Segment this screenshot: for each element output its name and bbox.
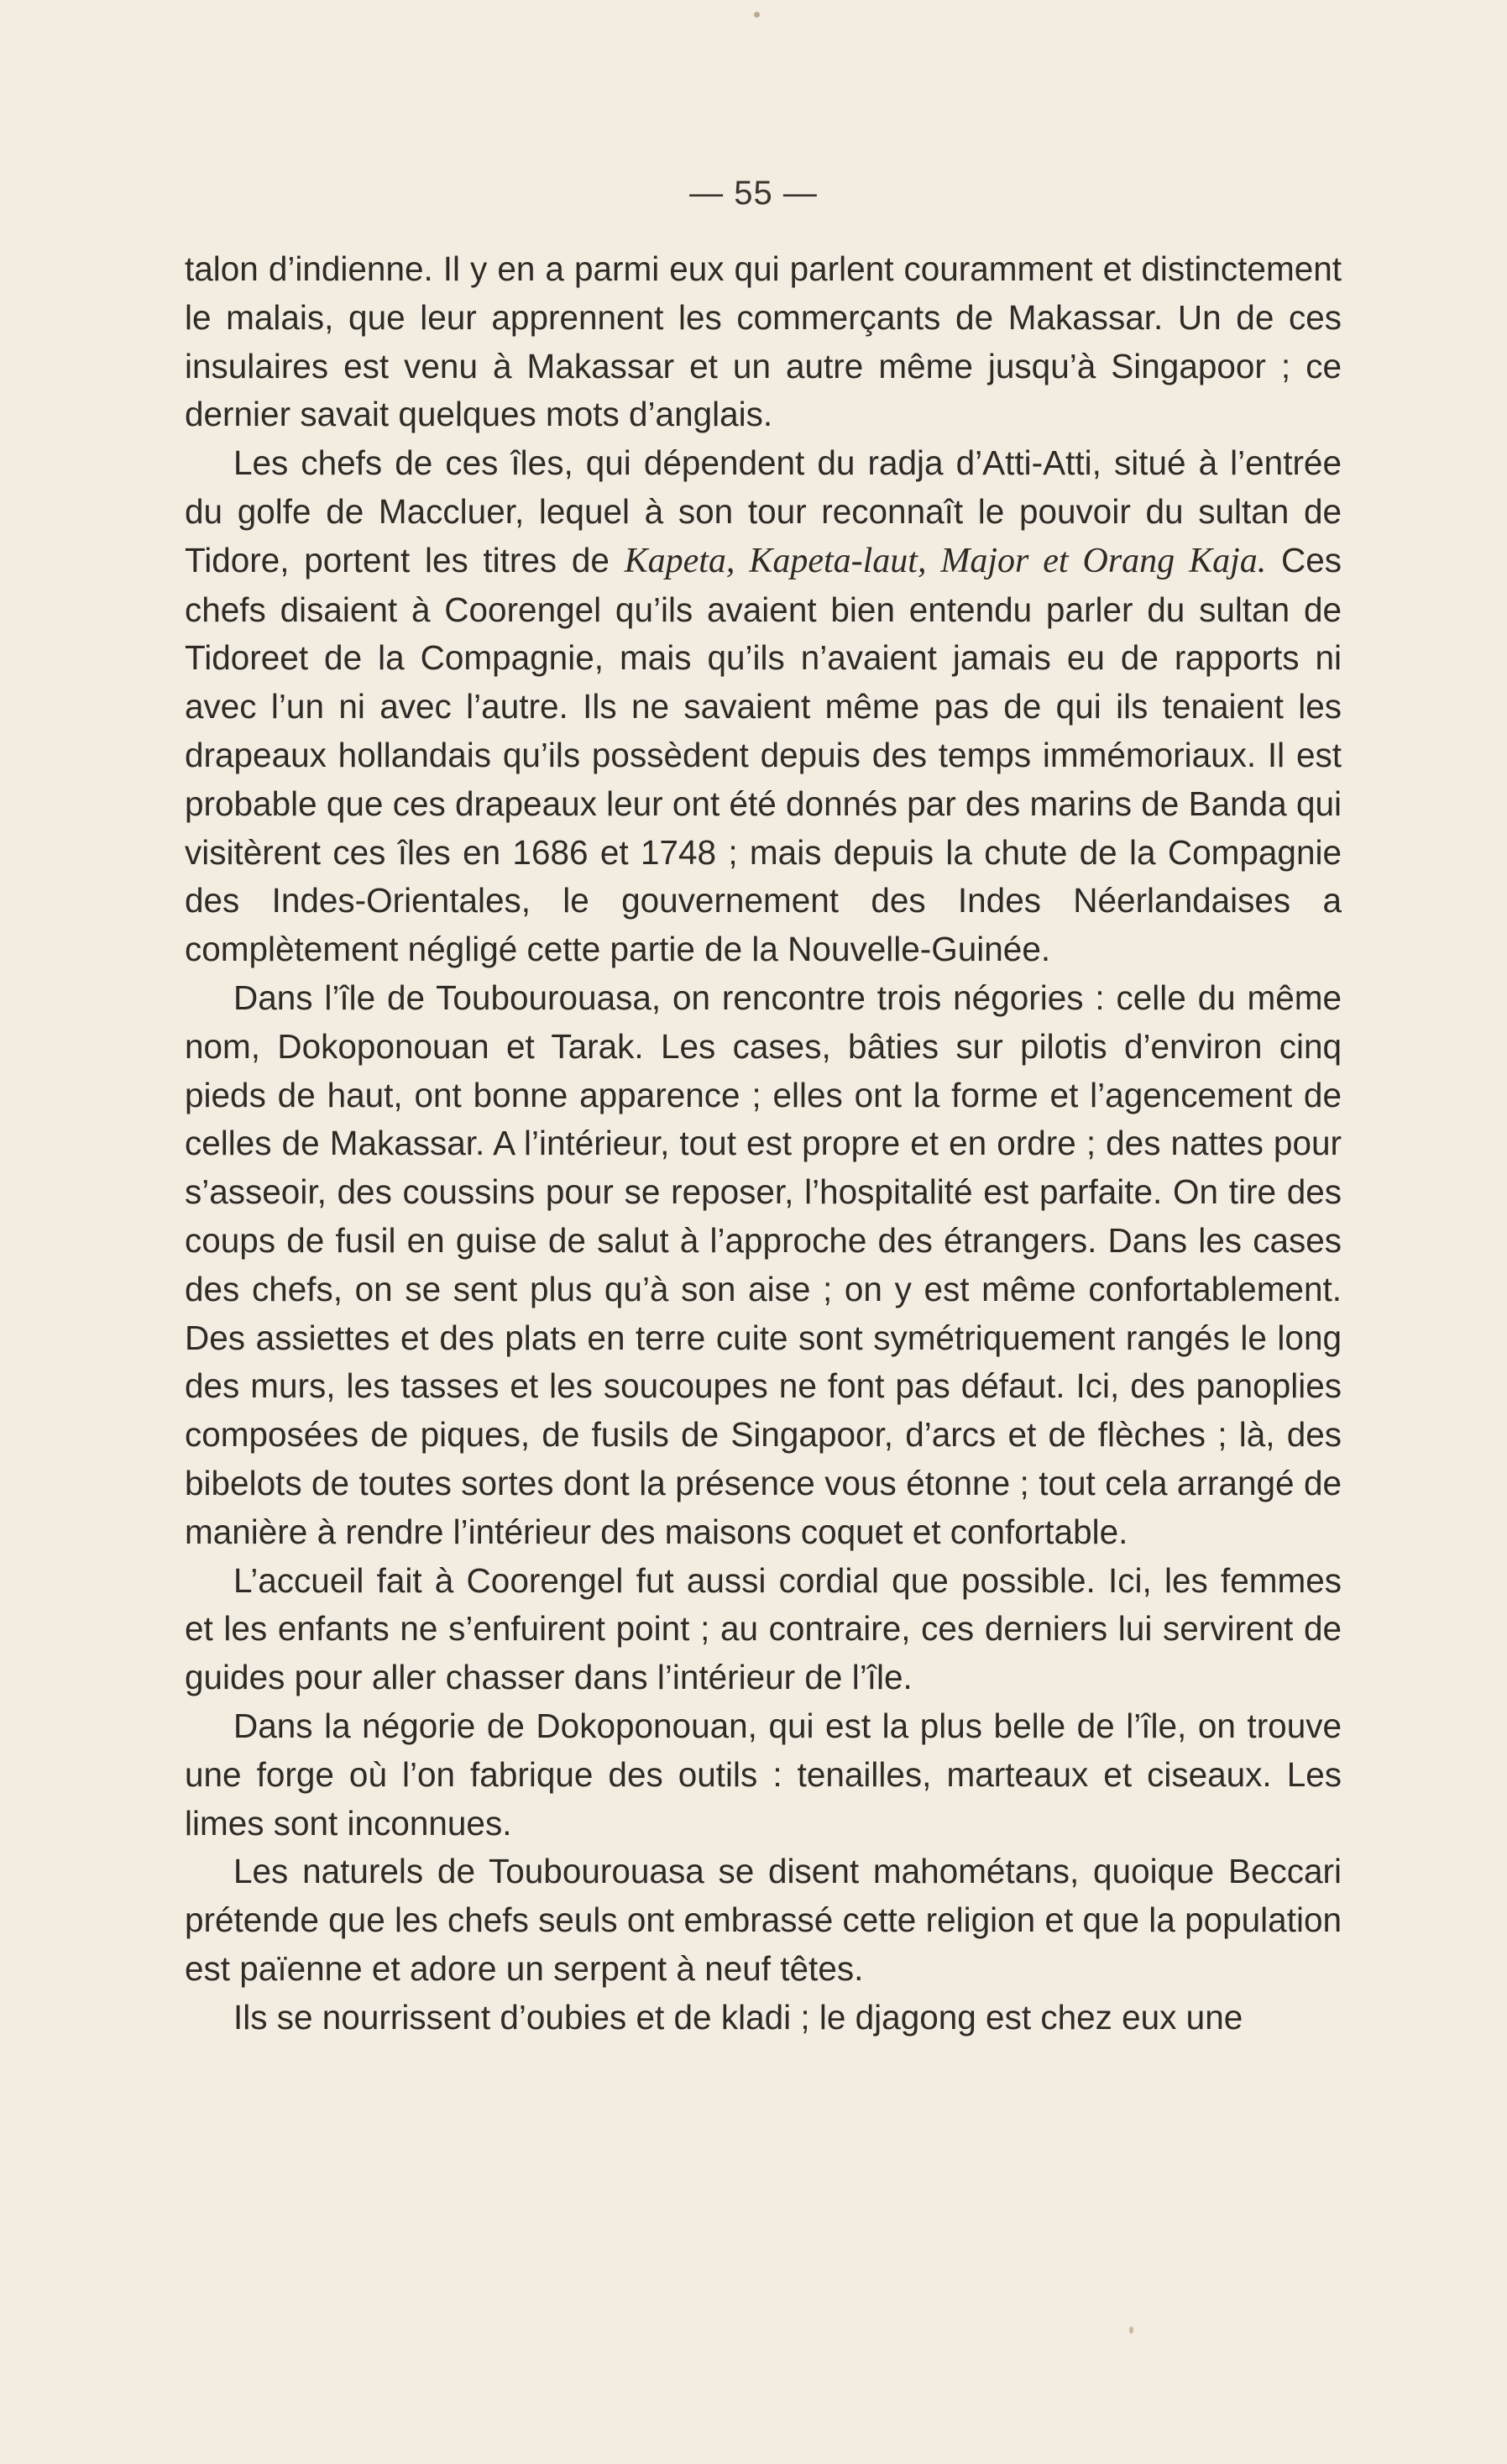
paragraph: talon d’indienne. Il y en a parmi eux qui parlent couramment et distinctement le malais, que leur apprennent les commerçants de Makassar. Un de ces insulaires est venu à Makassar et un autre même jusqu’à Singapoor ; ce dernier savait quelques mots d’anglais. <box>185 249 1342 434</box>
paragraph: Dans la négorie de Dokoponouan, qui est la plus belle de l’île, on trouve une forge où l’on fabrique des outils : tenailles, marteaux et ciseaux. Les limes sont inconnues. <box>185 1706 1342 1843</box>
paragraph-text: Ces chefs disaient à Coorengel qu’ils avaient bien entendu parler du sultan de Tidoreet de la Compagnie, mais qu’ils n’avaient jamais eu de rapports ni avec l’un ni avec l’autre. Ils ne savaient même pas de qui ils tenaient les drapeaux hollandais qu’ils possèdent depuis des temps immémoriaux. Il est probable que ces drapeaux leur ont été donnés par des marins de Banda qui visitèrent ces îles en 1686 et 1748 ; mais depuis la chute de la Compagnie des Indes-Orientales, le gouvernement des Indes Néerlandaises a complètement négligé cette partie de la Nouvelle-Guinée. <box>185 540 1342 969</box>
paragraph: L’accueil fait à Coorengel fut aussi cordial que possible. Ici, les femmes et les enfants ne s’enfuirent point ; au contraire, ces derniers lui servirent de guides pour aller chasser dans l’intérieur de l’île. <box>185 1560 1342 1697</box>
body-text <box>185 245 1342 2042</box>
italic-titles: Kapeta, Kapeta-laut, Major et Orang Kaja. <box>624 541 1267 580</box>
ink-speck <box>1129 2326 1133 2334</box>
paragraph: Les naturels de Toubourouasa se disent mahométans, quoique Beccari prétende que les chefs seuls ont embrassé cette religion et que la population est païenne et adore un serpent à neuf têtes. <box>185 1852 1342 1988</box>
paragraph: Dans l’île de Toubourouasa, on rencontre trois négories : celle du même nom, Dokoponouan et Tarak. Les cases, bâties sur pilotis d’environ cinq pieds de haut, ont bonne apparence ; elles ont la forme et l’agencement de celles de Makassar. A l’intérieur, tout est propre et en ordre ; des nattes pour s’asseoir, des coussins pour se reposer, l’hospitalité est parfaite. On tire des coups de fusil en guise de salut à l’approche des étrangers. Dans les cases des chefs, on se sent plus qu’à son aise ; on y est même confortablement. Des assiettes et des plats en terre cuite sont symétriquement rangés le long des murs, les tasses et les soucoupes ne font pas défaut. Ici, des panoplies composées de piques, de fusils de Singapoor, d’arcs et de flèches ; là, des bibelots de toutes sortes dont la présence vous étonne ; tout cela arrangé de manière à rendre l’intérieur des maisons coquet et confortable. <box>185 978 1342 1551</box>
ink-speck <box>754 12 760 18</box>
paragraph <box>185 439 1342 974</box>
paragraph-text: Les chefs de ces îles, qui dépendent du radja d’Atti-Atti, situé à l’entrée du golfe de Maccluer, lequel à son tour reconnaît le pouvoir du sultan de Tidore, portent les titres de <box>185 443 1342 579</box>
page-number: — 55 — <box>689 175 818 212</box>
paragraph: Ils se nourrissent d’oubies et de kladi ; le djagong est chez eux une <box>233 1997 1243 2037</box>
